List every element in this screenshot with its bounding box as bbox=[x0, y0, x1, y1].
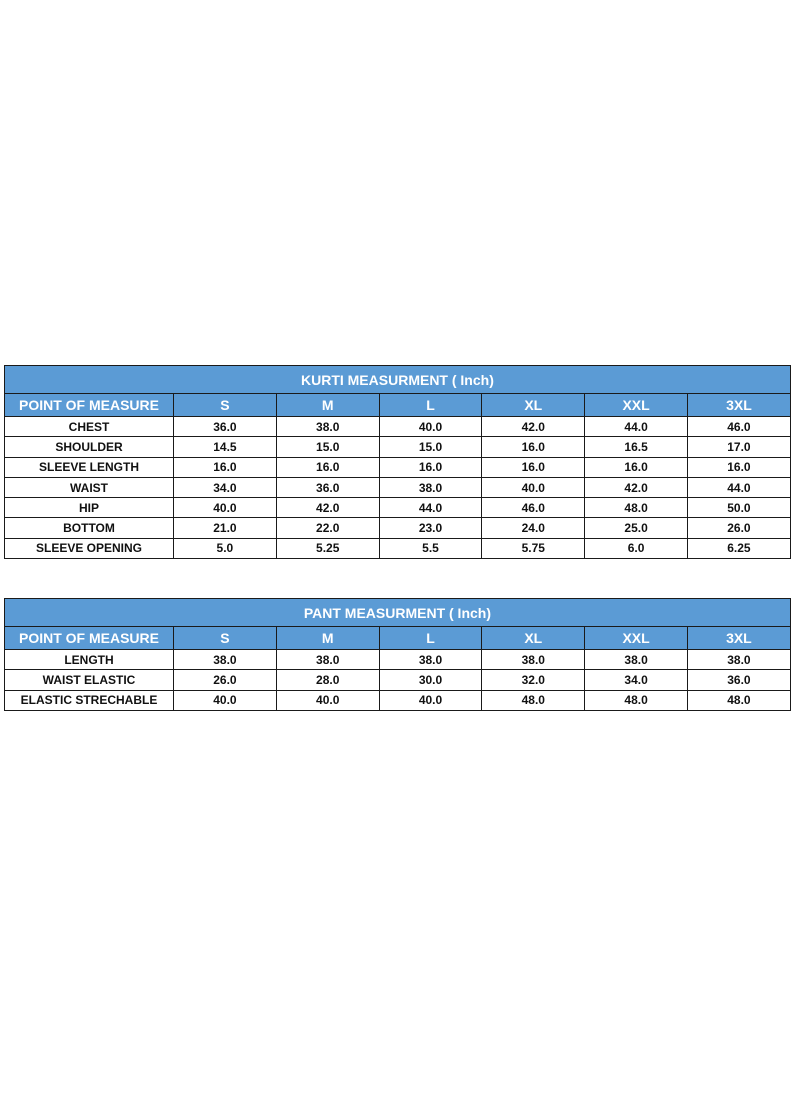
column-header-size: M bbox=[276, 394, 379, 417]
measure-value-cell: 6.0 bbox=[585, 538, 688, 558]
pant-header-row bbox=[5, 627, 791, 650]
kurti-measurement-table bbox=[4, 365, 791, 559]
column-header-size: XXL bbox=[585, 394, 688, 417]
measure-value-cell: 26.0 bbox=[174, 670, 277, 690]
measure-value-cell: 48.0 bbox=[585, 498, 688, 518]
table-row bbox=[5, 650, 791, 670]
column-header-measure: POINT OF MEASURE bbox=[5, 394, 174, 417]
measure-label-cell: SHOULDER bbox=[5, 437, 174, 457]
table-row bbox=[5, 690, 791, 710]
measure-value-cell: 50.0 bbox=[687, 498, 790, 518]
measure-value-cell: 46.0 bbox=[687, 417, 790, 437]
measure-value-cell: 38.0 bbox=[379, 477, 482, 497]
measure-label-cell: SLEEVE OPENING bbox=[5, 538, 174, 558]
measure-value-cell: 40.0 bbox=[174, 690, 277, 710]
measure-value-cell: 16.0 bbox=[276, 457, 379, 477]
column-header-measure: POINT OF MEASURE bbox=[5, 627, 174, 650]
measure-label-cell: BOTTOM bbox=[5, 518, 174, 538]
measure-value-cell: 34.0 bbox=[174, 477, 277, 497]
measure-value-cell: 15.0 bbox=[276, 437, 379, 457]
measure-value-cell: 5.75 bbox=[482, 538, 585, 558]
column-header-size: XXL bbox=[585, 627, 688, 650]
measure-value-cell: 14.5 bbox=[174, 437, 277, 457]
measure-value-cell: 38.0 bbox=[687, 650, 790, 670]
measure-value-cell: 24.0 bbox=[482, 518, 585, 538]
measure-value-cell: 48.0 bbox=[687, 690, 790, 710]
table-row bbox=[5, 437, 791, 457]
measure-value-cell: 48.0 bbox=[482, 690, 585, 710]
measure-value-cell: 15.0 bbox=[379, 437, 482, 457]
pant-table-body bbox=[5, 650, 791, 711]
table-row bbox=[5, 670, 791, 690]
kurti-header-row bbox=[5, 394, 791, 417]
measure-value-cell: 46.0 bbox=[482, 498, 585, 518]
measure-value-cell: 25.0 bbox=[585, 518, 688, 538]
measure-value-cell: 38.0 bbox=[174, 650, 277, 670]
kurti-table-body bbox=[5, 417, 791, 559]
measure-label-cell: LENGTH bbox=[5, 650, 174, 670]
table-row bbox=[5, 518, 791, 538]
table-row bbox=[5, 417, 791, 437]
measure-value-cell: 17.0 bbox=[687, 437, 790, 457]
measure-label-cell: WAIST bbox=[5, 477, 174, 497]
measure-value-cell: 40.0 bbox=[276, 690, 379, 710]
table-row bbox=[5, 498, 791, 518]
measure-label-cell: CHEST bbox=[5, 417, 174, 437]
kurti-title-row bbox=[5, 366, 791, 394]
measure-value-cell: 23.0 bbox=[379, 518, 482, 538]
measure-value-cell: 5.5 bbox=[379, 538, 482, 558]
measure-value-cell: 38.0 bbox=[276, 417, 379, 437]
pant-title-row bbox=[5, 599, 791, 627]
measure-value-cell: 42.0 bbox=[585, 477, 688, 497]
measure-value-cell: 28.0 bbox=[276, 670, 379, 690]
measure-value-cell: 30.0 bbox=[379, 670, 482, 690]
measure-label-cell: ELASTIC STRECHABLE bbox=[5, 690, 174, 710]
measure-value-cell: 42.0 bbox=[482, 417, 585, 437]
column-header-size: L bbox=[379, 627, 482, 650]
measure-value-cell: 5.0 bbox=[174, 538, 277, 558]
measure-value-cell: 48.0 bbox=[585, 690, 688, 710]
kurti-table-title: KURTI MEASURMENT ( Inch) bbox=[5, 366, 791, 394]
measure-value-cell: 16.0 bbox=[585, 457, 688, 477]
measure-value-cell: 21.0 bbox=[174, 518, 277, 538]
column-header-size: M bbox=[276, 627, 379, 650]
measure-value-cell: 16.0 bbox=[687, 457, 790, 477]
measure-label-cell: HIP bbox=[5, 498, 174, 518]
measure-value-cell: 26.0 bbox=[687, 518, 790, 538]
column-header-size: 3XL bbox=[687, 627, 790, 650]
column-header-size: S bbox=[174, 627, 277, 650]
measure-value-cell: 40.0 bbox=[379, 417, 482, 437]
measure-label-cell: WAIST ELASTIC bbox=[5, 670, 174, 690]
measure-value-cell: 36.0 bbox=[276, 477, 379, 497]
measure-value-cell: 38.0 bbox=[379, 650, 482, 670]
measure-value-cell: 16.0 bbox=[174, 457, 277, 477]
measure-label-cell: SLEEVE LENGTH bbox=[5, 457, 174, 477]
measure-value-cell: 38.0 bbox=[585, 650, 688, 670]
pant-measurement-table bbox=[4, 598, 791, 711]
pant-table-title: PANT MEASURMENT ( Inch) bbox=[5, 599, 791, 627]
measure-value-cell: 42.0 bbox=[276, 498, 379, 518]
measure-value-cell: 16.0 bbox=[482, 437, 585, 457]
table-row bbox=[5, 457, 791, 477]
measure-value-cell: 40.0 bbox=[482, 477, 585, 497]
measure-value-cell: 38.0 bbox=[482, 650, 585, 670]
table-row bbox=[5, 477, 791, 497]
measure-value-cell: 40.0 bbox=[379, 690, 482, 710]
measure-value-cell: 44.0 bbox=[687, 477, 790, 497]
measure-value-cell: 16.0 bbox=[482, 457, 585, 477]
measure-value-cell: 6.25 bbox=[687, 538, 790, 558]
measure-value-cell: 32.0 bbox=[482, 670, 585, 690]
measure-value-cell: 16.0 bbox=[379, 457, 482, 477]
measure-value-cell: 38.0 bbox=[276, 650, 379, 670]
measure-value-cell: 36.0 bbox=[174, 417, 277, 437]
measure-value-cell: 22.0 bbox=[276, 518, 379, 538]
column-header-size: 3XL bbox=[687, 394, 790, 417]
measure-value-cell: 40.0 bbox=[174, 498, 277, 518]
table-row bbox=[5, 538, 791, 558]
measure-value-cell: 34.0 bbox=[585, 670, 688, 690]
column-header-size: XL bbox=[482, 627, 585, 650]
measure-value-cell: 36.0 bbox=[687, 670, 790, 690]
measure-value-cell: 44.0 bbox=[379, 498, 482, 518]
column-header-size: S bbox=[174, 394, 277, 417]
measure-value-cell: 5.25 bbox=[276, 538, 379, 558]
column-header-size: XL bbox=[482, 394, 585, 417]
column-header-size: L bbox=[379, 394, 482, 417]
measure-value-cell: 44.0 bbox=[585, 417, 688, 437]
measure-value-cell: 16.5 bbox=[585, 437, 688, 457]
